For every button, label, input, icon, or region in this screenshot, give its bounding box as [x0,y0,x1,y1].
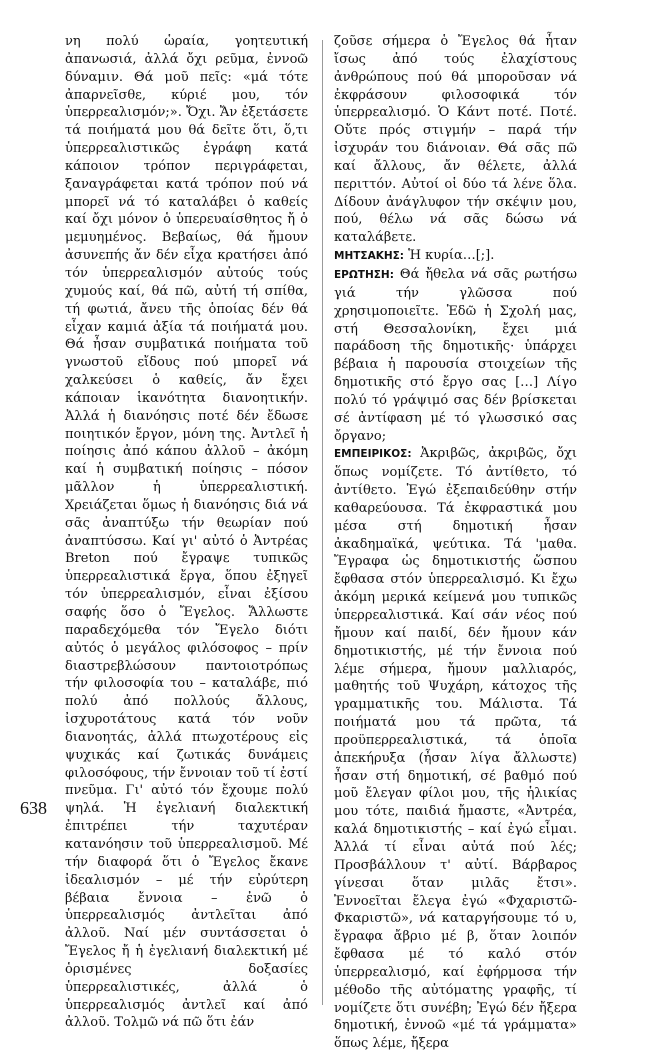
paragraph [334,33,577,247]
page-number: 638 [20,798,47,818]
paragraph [334,266,577,445]
paragraph: νη πολύ ὡραία, γοητευτική ἀπανωσιά, ἀλλά ὄχι ρεῦμα, ἐννοῶ δύναμιν. Θά μοῦ πεῖς: «μά τότε ἀπαρνεῖσθε, κύριέ μου, τόν ὑπερρεαλισμόν;». Ὄχι. Ἄν ἐξετάσετε τά ποιήματά μου θά δεῖτε ὅτι, ὅ,τι ὑπερρεαλιστικῶς ἐγράφη κατά κάποιον τρόπον περιγράφεται, ξαναγράφεται κατά τρόπον πού νά μπορεῖ νά τό καταλάβει ὁ καθείς καί ὄχι μόνον ὁ ὑπερευαίσθητος ἤ ὁ μεμυημένος. Βεβαίως, θά ἤμουν ἀσυνεπής ἄν δέν εἶχα κρατήσει ἀπό τόν ὑπερρεαλισμόν αὐτούς τούς χυμούς καί, θά πῶ, αὐτή τή σπίθα, τή φωτιά, ἄνευ τῆς ὁποίας δέν θά εἶχαν καμιά ἀξία τά ποιήματά μου. Θά ἦσαν συμβατικά ποιήματα τοῦ γνωστοῦ εἴδους πού μπορεῖ νά χαλκεύσει ὁ καθείς, ἄν ἔχει κάποιαν ἱκανότητα διανοητικήν. Ἀλλά ἡ διανόησις ποτέ δέν ἔδωσε ποιητικόν ἔργον, μόνη της. Ἀντλεῖ ἡ ποίησις ἀπό κάπου ἀλλοῦ – ἀκόμη καί ἡ συμβατική ποίησις – πόσον μᾶλλον ἡ ὑπερρεαλιστική. Χρειάζεται ὅμως ἡ διανόησις διά νά σᾶς ἀναπτύξω τήν θεωρίαν πού ἀναπτύσσω. Καί γι' αὐτό ὁ Ἀντρέας Breton πού ἔγραψε τυπικῶς ὑπερρεαλιστικά ἔργα, ὅπου ἐξηγεῖ τόν ὑπερρεαλισμόν, εἶναι ἐξίσου σαφής ὅσο ὁ Ἔγελος. Ἄλλωστε παραδεχόμεθα τόν Ἔγελο διότι αὐτός ὁ μεγάλος φιλόσοφος – πρίν διαστρεβλώσουν παντοιοτρόπως τήν φιλοσοφία του – καταλάβε, πιό πολύ ἀπό πολλούς ἄλλους, ἰσχυροτάτους κατά τόν νοῦν διανοητάς, ἀλλά πτωχοτέρους εἰς ψυχικάς καί ζωτικάς δυνάμεις φιλοσόφους, τήν ἔννοιαν τοῦ τί ἐστί πνεῦμα. Γι' αὐτό τόν ἔχουμε πολύ ψηλά. Ἡ ἐγελιανή διαλεκτική ἐπιτρέπει τήν ταχυτέραν κατανόησιν τοῦ ὑπερρεαλισμοῦ. Μέ τήν διαφορά ὅτι ὁ Ἔγελος ἔκανε ἰδεαλισμόν – μέ τήν εὐρύτερη βέβαια ἔννοια – ἐνῶ ὁ ὑπερρεαλισμός ἀντλεῖται ἀπό ἀλλοῦ. Ναί μέν συντάσσεται ὁ Ἔγελος ἤ ἡ ἐγελιανή διαλεκτική μέ ὁρισμένες δοξασίες ὑπερρεαλιστικές, ἀλλά ὁ ὑπερρεαλισμός ἀντλεῖ καί ἀπό ἀλλοῦ. Τολμῶ νά πῶ ὅτι ἐάν [65,34,308,1031]
left-column [65,33,308,1032]
right-column [334,33,577,1053]
speaker-label: ΜΗΤΣΑΚΗΣ: [334,250,404,263]
speaker-label: ΕΡΩΤΗΣΗ: [334,268,394,281]
paragraph-text: Θά ἤθελα νά σᾶς ρωτήσω γιά τήν γλῶσσα πού χρησιμοποιεῖτε. Ἐδῶ ἡ Σχολή μας, στή Θεσσαλονίκη, ἔχει μιά παράδοση τῆς δημοτικῆς· ὑπάρχει βέβαια ἡ παρουσία στοιχείων τῆς δημοτικῆς στό ἔργο σας […] Λίγο πολύ τό γράψιμό σας δέν βρίσκεται σέ ἀντίφαση μέ τό γλωσσικό σας ὄργανο; [334,266,577,444]
paragraph [334,247,577,266]
paragraph-text: Ἡ κυρία…[;]. [408,248,495,264]
paragraph-text: Ἀκριβῶς, ἀκριβῶς, ὄχι ὅπως νομίζετε. Τό ἀντίθετο, τό ἀντίθετο. Ἐγώ ἐξεπαιδεύθην στήν καθαρεύουσα. Τά ἐκφραστικά μου μέσα στή δημοτική ἦσαν ἀκαδημαϊκά, ψεύτικα. Τά 'μαθα. Ἔγραφα ὡς δημοτικιστής ὥσπου ἔφθασα στόν ὑπερρεαλισμό. Κι ἔχω ἀκόμη μερικά κείμενά μου τυπικῶς ὑπερρεαλιστικά. Καί σάν νέος πού ἤμουν καί παιδί, δέν ἤμουν κάν δημοτικιστής, μέ τήν ἔννοια πού λέμε σήμερα, ἤμουν μαλλιαρός, μαθητής τοῦ Ψυχάρη, κάτοχος τῆς γραμματικῆς του. Μάλιστα. Τά ποιήματά μου τά πρῶτα, τά προϋπερρεαλιστικά, τά ὁποῖα ἀπεκήρυξα (ἦσαν λίγα ἄλλωστε) ἦσαν στή δημοτική, σέ βαθμό πού μοῦ ἔλεγαν φίλοι μου, τῆς ἡλικίας μου τότε, παιδιά ἤμαστε, «Ἀντρέα, καλά δημοτικιστής – καί ἐγώ εἶμαι. Ἀλλά τί εἶναι αὐτά πού λές; Προσβάλλουν τ' αὐτί. Βάρβαρος γίνεσαι ὅταν μιλᾶς ἔτσι». Ἐννοεῖται ἔλεγα ἐγώ «Φχαριστῶ-Φκαριστῶ», νά καταργήσουμε τό υ, ἔγραφα ἄβριο μέ β, ὅταν λοιπόν ἔφθασα μέ τό καλό στόν ὑπερρεαλισμό, καί ἐφήρμοσα τήν μέθοδο τῆς αὐτόματης γραφῆς, τί νομίζετε ὅτι συνέβη; Ἐγώ δέν ἤξερα δημοτική, ἐννοῶ «μέ τά γράμματα» ὅπως λέμε, ἤξερα [334,446,577,1052]
paragraph [334,445,577,1053]
paragraph-text: ζοῦσε σήμερα ὁ Ἔγελος θά ἦταν ἴσως ἀπό τούς ἐλαχίστους ἀνθρώπους πού θά μποροῦσαν νά ἐκφράσουν φιλοσοφικά τόν ὑπερρεαλισμό. Ὁ Κάντ ποτέ. Ποτέ. Οὔτε πρός στιγμήν – παρά τήν ἰσχυράν του διάνοιαν. Θά σᾶς πῶ καί ἄλλους, ἄν θέλετε, ἀλλά περιττόν. Αὐτοί οἱ δύο τά λένε ὅλα. Δίδουν ἀνάγλυφον τήν σκέψιν μου, πού, θέλω νά σᾶς δώσω νά καταλάβετε. [334,34,577,246]
speaker-label: ΕΜΠΕΙΡΙΚΟΣ: [334,448,412,461]
column-divider [322,40,323,1005]
